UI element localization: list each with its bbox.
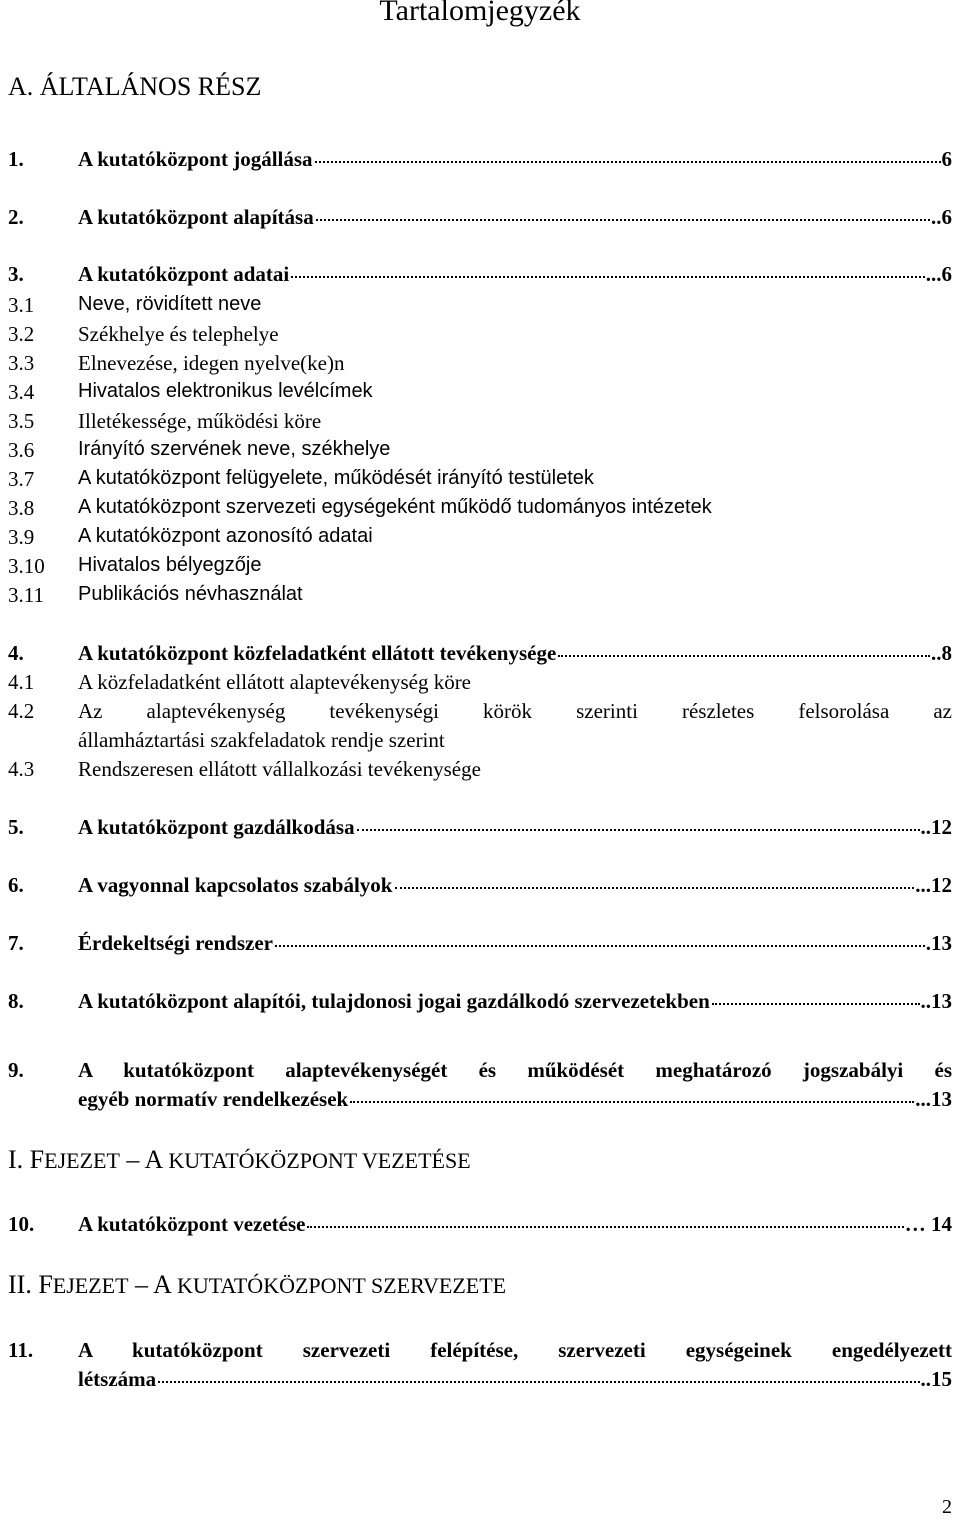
entry-number: 10. — [8, 1212, 35, 1236]
chapter-word: EJEZET — [44, 1148, 120, 1173]
chapter-word: EJEZET — [52, 1273, 129, 1298]
chapter-title: KUTATÓKÖZPONT SZERVEZETE — [176, 1273, 507, 1298]
entry-number: 8. — [8, 989, 24, 1013]
entry-page: .13 — [925, 931, 952, 955]
entry-page: ..15 — [920, 1367, 952, 1391]
toc-entry-2[interactable] — [8, 205, 952, 230]
entry-page: ..8 — [931, 641, 952, 665]
dot-leader — [558, 655, 930, 657]
dot-leader — [291, 276, 925, 278]
entry-page: ..6 — [931, 205, 952, 229]
subentry-number: 4.1 — [8, 670, 35, 694]
toc-subentry[interactable] — [8, 583, 303, 608]
entry-page: ...13 — [915, 1087, 952, 1111]
chapter-dash: – A — [119, 1145, 169, 1174]
toc-subentry-continuation — [8, 728, 445, 753]
entry-title: A kutatóközpont alapítása — [78, 205, 314, 229]
entry-page: 6 — [941, 147, 952, 171]
toc-subentry[interactable] — [8, 380, 373, 405]
subentry-number: 3.9 — [8, 525, 35, 549]
chapter-dash: – A — [128, 1270, 177, 1299]
page-title: Tartalomjegyzék — [379, 0, 581, 27]
subentry-title: Székhelye és telephelye — [78, 322, 279, 346]
subentry-number: 3.8 — [8, 496, 35, 520]
entry-number: 11. — [8, 1338, 34, 1362]
entry-title: A kutatóközpont jogállása — [78, 147, 313, 171]
subentry-number: 3.2 — [8, 322, 35, 346]
subentry-title: Az alaptevékenység tevékenységi körök szerinti részletes felsorolása az — [78, 699, 952, 723]
toc-entry-9-continuation — [8, 1087, 952, 1112]
entry-number: 4. — [8, 641, 24, 665]
dot-leader — [307, 1226, 903, 1228]
subentry-title-continued: államháztartási szakfeladatok rendje szerint — [78, 728, 445, 752]
toc-entry-4[interactable] — [8, 641, 952, 666]
dot-leader — [315, 161, 941, 163]
dot-leader — [395, 887, 915, 889]
subentry-title: Rendszeresen ellátott vállalkozási tevékenysége — [78, 757, 481, 781]
entry-page: ..13 — [920, 989, 952, 1013]
subentry-title: Hivatalos bélyegzője — [78, 554, 262, 576]
entry-title: A kutatóközpont adatai — [78, 262, 290, 286]
dot-leader — [350, 1101, 914, 1103]
subentry-title: Irányító szervének neve, székhelye — [78, 438, 391, 460]
subentry-title: A közfeladatként ellátott alaptevékenység köre — [78, 670, 472, 694]
subentry-title: Hivatalos elektronikus levélcímek — [78, 380, 373, 402]
page-number: 2 — [942, 1496, 952, 1518]
toc-subentry[interactable] — [8, 351, 344, 376]
entry-number: 2. — [8, 205, 24, 229]
chapter-prefix: I. F — [8, 1145, 45, 1174]
dot-leader — [316, 219, 930, 221]
toc-subentry[interactable] — [8, 438, 390, 463]
toc-entry-8[interactable] — [8, 989, 952, 1014]
subentry-title: Illetékessége, működési köre — [78, 409, 322, 433]
subentry-number: 3.4 — [8, 380, 35, 404]
entry-title: A kutatóközpont szervezeti felépítése, szervezeti egységeinek engedélyezett — [78, 1338, 952, 1362]
entry-title: Érdekeltségi rendszer — [78, 931, 273, 955]
subentry-title: Neve, rövidített neve — [78, 293, 262, 315]
toc-entry-9[interactable] — [8, 1058, 952, 1083]
entry-title: A kutatóközpont alapítói, tulajdonosi jogai gazdálkodó szervezetekben — [78, 989, 710, 1013]
toc-subentry[interactable] — [8, 322, 279, 347]
entry-number: 6. — [8, 873, 24, 897]
subentry-title: A kutatóközpont felügyelete, működését irányító testületek — [78, 467, 594, 489]
toc-entry-11[interactable] — [8, 1338, 952, 1363]
toc-subentry[interactable] — [8, 670, 471, 695]
toc-entry-3[interactable] — [8, 262, 952, 287]
toc-subentry[interactable] — [8, 757, 481, 782]
toc-subentry[interactable] — [8, 496, 712, 521]
toc-subentry[interactable] — [8, 467, 594, 492]
dot-leader — [158, 1381, 919, 1383]
subentry-title: A kutatóközpont azonosító adatai — [78, 525, 373, 547]
entry-page: ...12 — [915, 873, 952, 897]
entry-number: 9. — [8, 1058, 24, 1082]
chapter-heading-1 — [8, 1145, 471, 1175]
chapter-title: KUTATÓKÖZPONT VEZETÉSE — [168, 1148, 471, 1173]
entry-title: A kutatóközpont alaptevékenységét és működését meghatározó jogszabályi és — [78, 1058, 952, 1082]
chapter-heading-2 — [8, 1270, 506, 1300]
subentry-number: 4.2 — [8, 699, 35, 723]
section-heading-a: A. ÁLTALÁNOS RÉSZ — [8, 72, 262, 101]
subentry-number: 3.11 — [8, 583, 44, 607]
toc-entry-5[interactable] — [8, 815, 952, 840]
dot-leader — [275, 945, 925, 947]
toc-subentry[interactable] — [8, 554, 261, 579]
toc-subentry[interactable] — [8, 525, 373, 550]
toc-subentry[interactable] — [8, 409, 321, 434]
toc-entry-10[interactable] — [8, 1212, 952, 1237]
subentry-number: 3.10 — [8, 554, 45, 578]
subentry-title: A kutatóközpont szervezeti egységeként működő tudományos intézetek — [78, 496, 712, 518]
entry-number: 5. — [8, 815, 24, 839]
toc-entry-6[interactable] — [8, 873, 952, 898]
entry-page: … 14 — [904, 1212, 952, 1236]
entry-page: ...6 — [925, 262, 952, 286]
entry-title: A vagyonnal kapcsolatos szabályok — [78, 873, 393, 897]
entry-page: ..12 — [920, 815, 952, 839]
entry-title: A kutatóközpont közfeladatként ellátott tevékenysége — [78, 641, 557, 665]
subentry-number: 3.7 — [8, 467, 35, 491]
entry-number: 1. — [8, 147, 24, 171]
entry-number: 7. — [8, 931, 24, 955]
subentry-number: 3.3 — [8, 351, 35, 375]
entry-title: A kutatóközpont vezetése — [78, 1212, 306, 1236]
subentry-number: 3.6 — [8, 438, 35, 462]
subentry-number: 3.1 — [8, 293, 35, 317]
entry-number: 3. — [8, 262, 24, 286]
toc-entry-1[interactable] — [8, 147, 952, 172]
toc-subentry[interactable] — [8, 699, 952, 724]
dot-leader — [357, 829, 920, 831]
subentry-title: Elnevezése, idegen nyelve(ke)n — [78, 351, 345, 375]
entry-title-continued: létszáma — [78, 1367, 157, 1391]
entry-title: A kutatóközpont gazdálkodása — [78, 815, 355, 839]
subentry-number: 3.5 — [8, 409, 35, 433]
dot-leader — [712, 1003, 920, 1005]
chapter-prefix: II. F — [8, 1270, 53, 1299]
entry-title-continued: egyéb normatív rendelkezések — [78, 1087, 349, 1111]
subentry-title: Publikációs névhasználat — [78, 583, 303, 605]
toc-entry-7[interactable] — [8, 931, 952, 956]
subentry-number: 4.3 — [8, 757, 35, 781]
toc-entry-11-continuation — [8, 1367, 952, 1392]
toc-subentry[interactable] — [8, 293, 261, 318]
